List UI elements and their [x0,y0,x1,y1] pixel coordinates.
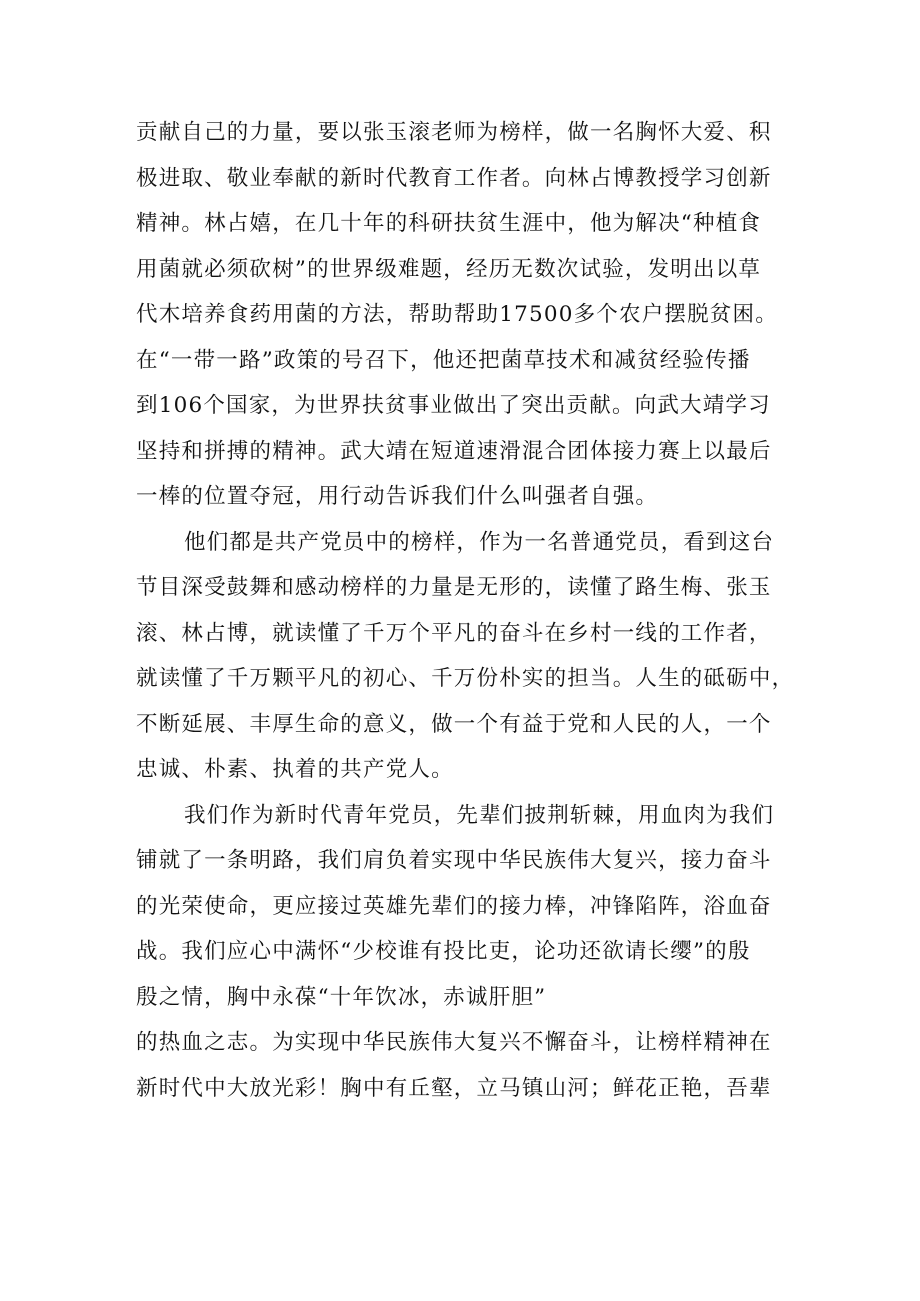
text-line: 到106个国家，为世界扶贫事业做出了突出贡献。向武大靖学习 [136,393,771,418]
text-line: 节目深受鼓舞和感动榜样的力量是无形的，读懂了路生梅、张玉 [136,575,772,600]
paragraph-start-line: 他们都是共产党员中的榜样，作为一名普通党员，看到这台 [184,529,775,555]
text-line: 铺就了一条明路，我们肩负着实现中华民族伟大复兴，接力奋斗 [136,848,772,873]
text-line: 不断延展、丰厚生命的意义，做一个有益于党和人民的人，一个 [136,711,772,737]
text-line: 的热血之志。为实现中华民族伟大复兴不懈奋斗，让榜样精神在 [136,1030,772,1055]
text-line: 极进取、敬业奉献的新时代教育工作者。向林占博教授学习创新 [136,165,772,191]
body-text [136,110,796,1111]
text-line: 精神。林占嬉，在几十年的科研扶贫生涯中，他为解决“种植食 [136,211,762,236]
text-line: 新时代中大放光彩！胸中有丘壑，立马镇山河；鲜花正艳，吾辈 [136,1075,772,1101]
text-line: 滚、林占博，就读懂了千万个平凡的奋斗在乡村一线的工作者， [136,620,772,646]
text-line: 的光荣使命，更应接过英雄先辈们的接力棒，冲锋陷阵，浴血奋 [136,893,772,919]
text-line: 战。我们应心中满怀“少校谁有投比吏，论功还欲请长缨”的殷 [136,939,751,964]
text-line: 一棒的位置夺冠，用行动告诉我们什么叫强者自强。 [136,484,659,509]
text-line: 用菌就必须砍树”的世界级难题，经历无数次试验，发明出以草 [136,256,762,282]
text-line: 在“一带一路”政策的号召下，他还把菌草技术和减贫经验传播 [136,347,751,373]
text-line: 忠诚、朴素、执着的共产党人。 [136,757,454,782]
paragraph-start-line: 我们作为新时代青年党员，先辈们披荆斩棘，用血肉为我们 [184,802,775,828]
text-line: 就读懂了千万颗平凡的初心、千万份朴实的担当。人生的砥砺中， [136,666,795,691]
text-line: 贡献自己的力量，要以张玉滚老师为榜样，做一名胸怀大爱、积 [136,120,772,145]
text-line: 殷之情，胸中永葆“十年饮冰，赤诚肝胆” [136,984,547,1010]
text-line: 坚持和拼搏的精神。武大靖在短道速滑混合团体接力赛上以最后 [136,438,772,464]
text-line: 代木培养食药用菌的方法，帮助帮助17500多个农户摆脱贫困。 [136,302,778,327]
